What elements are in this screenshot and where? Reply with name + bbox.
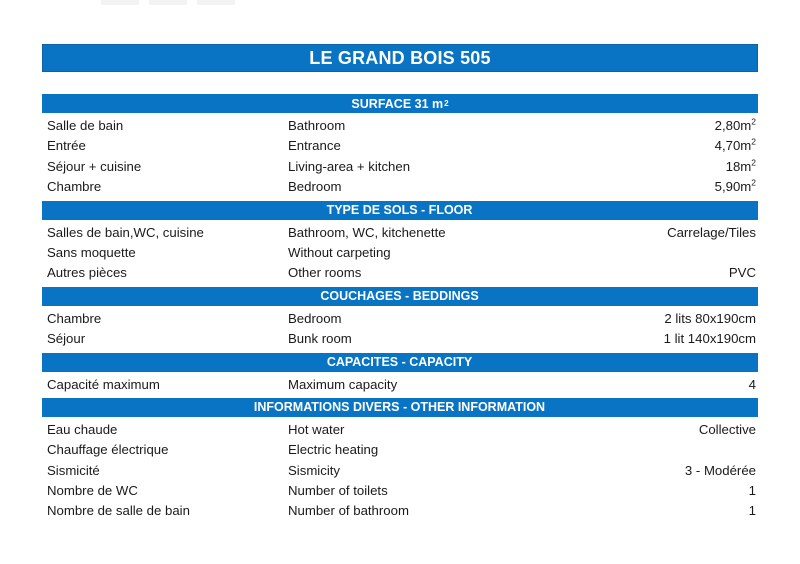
table-row: [42, 461, 758, 481]
table-row: [42, 501, 758, 521]
section: [42, 201, 758, 287]
value-text: 1: [748, 503, 756, 519]
label-en: Bunk room: [288, 331, 352, 347]
table-row: [42, 223, 758, 243]
section-header-label: COUCHAGES - BEDDINGS: [320, 289, 479, 304]
page-title-banner: [42, 44, 758, 72]
section-header-label: INFORMATIONS DIVERS - OTHER INFORMATION: [253, 400, 546, 415]
table-row: [42, 309, 758, 329]
label-en: Entrance: [288, 138, 341, 154]
section-header-label: CAPACITES - CAPACITY: [326, 355, 473, 370]
table-row: [42, 157, 758, 177]
section: [42, 353, 758, 398]
row-value: [699, 420, 758, 440]
row-value: [685, 461, 758, 481]
value-superscript: 2: [751, 137, 756, 147]
label-fr: Séjour + cuisine: [47, 158, 142, 174]
row-value: [667, 223, 758, 243]
row-value: [749, 481, 758, 501]
label-en: Sismicity: [288, 462, 341, 478]
label-fr: Capacité maximum: [47, 376, 160, 392]
section-header-banner: [42, 398, 758, 417]
table-row: [42, 420, 758, 440]
section-rows: [42, 372, 758, 398]
section-header-label: TYPE DE SOLS - FLOOR: [326, 203, 473, 218]
value-text: 18m: [725, 158, 752, 174]
label-fr: Sans moquette: [47, 244, 136, 260]
value-text: 1: [748, 483, 756, 499]
label-fr: Chambre: [47, 179, 102, 195]
label-en: Hot water: [288, 421, 345, 437]
label-fr: Nombre de WC: [47, 483, 138, 499]
table-row: [42, 243, 758, 263]
label-en: Number of bathroom: [288, 503, 409, 519]
label-en: Electric heating: [288, 442, 379, 458]
label-en: Living-area + kitchen: [288, 158, 411, 174]
value-text: 2 lits 80x190cm: [664, 310, 756, 326]
table-row: [42, 375, 758, 395]
label-fr: Nombre de salle de bain: [47, 503, 190, 519]
table-row: [42, 440, 758, 460]
value-text: 4,70m: [714, 138, 752, 154]
label-fr: Eau chaude: [47, 421, 118, 437]
value-text: 5,90m: [714, 179, 752, 195]
table-row: [42, 136, 758, 156]
table-row: [42, 481, 758, 501]
row-value: [749, 375, 758, 395]
value-superscript: 2: [751, 116, 756, 127]
row-value: [749, 501, 758, 521]
value-text: Collective: [698, 421, 756, 437]
section-header-banner: SURFACE 31 m 2: [42, 94, 758, 113]
value-text: 3 - Modérée: [684, 462, 756, 478]
label-en: Without carpeting: [288, 244, 391, 260]
document-content: [42, 44, 758, 525]
section-rows: [42, 306, 758, 353]
value-text: 1 lit 140x190cm: [663, 331, 756, 347]
label-fr: Chambre: [47, 310, 102, 326]
value-text: 4: [748, 376, 756, 392]
section-header-label: SURFACE 31 m: [351, 96, 444, 111]
section-header-banner: [42, 201, 758, 220]
section-header-banner: [42, 287, 758, 306]
cropped-text-artifact: [197, 0, 235, 5]
label-en: Bathroom, WC, kitchenette: [288, 224, 446, 240]
value-text: PVC: [728, 265, 756, 281]
row-value: [715, 116, 758, 136]
section: [42, 398, 758, 525]
section-rows: [42, 417, 758, 525]
row-value: [664, 309, 758, 329]
label-fr: Salles de bain,WC, cuisine: [47, 224, 204, 240]
label-fr: Autres pièces: [47, 265, 127, 281]
page-title: LE GRAND BOIS 505: [309, 47, 491, 68]
value-superscript: 2: [751, 177, 756, 188]
row-value: [715, 136, 758, 156]
label-en: Maximum capacity: [288, 376, 398, 392]
sections-container: [42, 94, 758, 525]
table-row: [42, 263, 758, 283]
section-rows: [42, 220, 758, 287]
label-fr: Sismicité: [47, 462, 100, 478]
label-en: Bedroom: [288, 179, 342, 195]
label-en: Bedroom: [288, 310, 342, 326]
table-row: [42, 177, 758, 197]
section: [42, 94, 758, 201]
cropped-text-artifact: [149, 0, 187, 5]
section-header-banner: [42, 353, 758, 372]
label-fr: Entrée: [47, 138, 86, 154]
label-fr: Séjour: [47, 331, 86, 347]
label-en: Number of toilets: [288, 483, 388, 499]
row-value: [715, 177, 758, 197]
row-value: [729, 263, 758, 283]
table-row: [42, 329, 758, 349]
table-row: [42, 116, 758, 136]
label-fr: Salle de bain: [47, 118, 124, 133]
label-fr: Chauffage électrique: [47, 442, 169, 458]
section: [42, 287, 758, 353]
row-value: [726, 157, 758, 177]
cropped-text-artifact: [101, 0, 139, 5]
row-value: [664, 329, 758, 349]
value-text: Carrelage/Tiles: [667, 224, 756, 240]
value-text: 2,80m: [714, 118, 752, 133]
section-rows: [42, 113, 758, 201]
label-en: Other rooms: [288, 265, 362, 281]
label-en: Bathroom: [288, 118, 346, 133]
value-superscript: 2: [751, 157, 756, 168]
